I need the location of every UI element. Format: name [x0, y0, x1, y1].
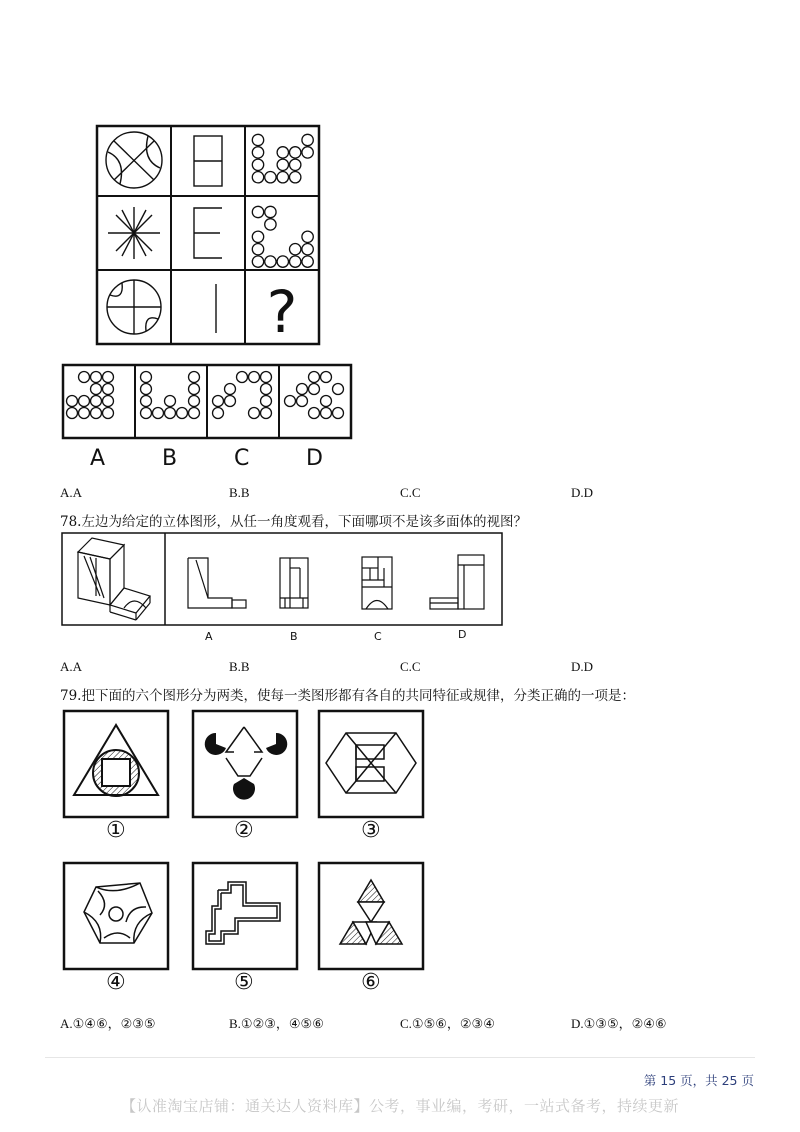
circle-dot — [79, 372, 90, 383]
q78-view-label-b: B — [290, 630, 298, 643]
circle-dot — [91, 408, 102, 419]
q79-figure-label-2: ② — [234, 818, 254, 843]
q77-cell-w2-figure — [252, 206, 313, 267]
circle-dot — [67, 408, 78, 419]
circle-dot — [153, 408, 164, 419]
q77-cell-w-figure — [252, 134, 313, 183]
q79-figure-2 — [205, 727, 287, 800]
circle-dot — [302, 147, 313, 158]
circle-dot — [265, 219, 276, 230]
q79-figure-4 — [84, 883, 152, 943]
circle-dot — [189, 372, 200, 383]
circle-dot — [249, 408, 260, 419]
circle-dot — [302, 256, 313, 267]
circle-dot — [103, 384, 114, 395]
circle-dot — [321, 372, 332, 383]
circle-dot — [252, 256, 263, 267]
circle-dot — [252, 159, 263, 170]
circle-dot — [265, 206, 276, 217]
circle-dot — [321, 396, 332, 407]
circle-dot — [333, 408, 344, 419]
watermark-text: 【认准淘宝店铺：通关达人资料库】公考，事业编，考研，一站式备考，持续更新 — [120, 1097, 679, 1115]
q78-option-d[interactable]: D.D — [571, 659, 594, 674]
circle-dot — [277, 159, 288, 170]
circle-dot — [297, 396, 308, 407]
circle-dot — [189, 408, 200, 419]
q78-view-a — [188, 558, 246, 608]
q79-figure-label-4: ④ — [106, 970, 126, 995]
page-number: 第 15 页，共 25 页 — [643, 1073, 754, 1088]
circle-dot — [309, 372, 320, 383]
question-mark-figure: ? — [266, 278, 298, 346]
q79-figure-label-3: ③ — [361, 818, 381, 843]
q77-label-d: D — [306, 446, 323, 471]
circle-dot — [141, 372, 152, 383]
q77-label-c: C — [234, 446, 250, 471]
circle-dot — [252, 172, 263, 183]
circle-dot — [165, 396, 176, 407]
circle-dot — [79, 408, 90, 419]
q79-figure-label-1: ① — [106, 818, 126, 843]
q79-question: 79.把下面的六个图形分为两类，使每一类图形都有各自的共同特征或规律，分类正确的一项是： — [60, 688, 635, 704]
circle-dot — [261, 372, 272, 383]
q78-option-c[interactable]: C.C — [400, 659, 421, 674]
q79-figure-1 — [74, 725, 158, 796]
circle-dot — [290, 172, 301, 183]
circle-dot — [321, 408, 332, 419]
circle-dot — [141, 408, 152, 419]
quartered-circle-figure — [107, 280, 161, 334]
circle-dot — [252, 134, 263, 145]
q78-view-b — [280, 558, 308, 608]
circle-dot — [141, 396, 152, 407]
circle-dot — [302, 134, 313, 145]
circle-dot — [277, 256, 288, 267]
q78-question: 78.左边为给定的立体图形，从任一角度观看，下面哪项不是该多面体的视图？ — [60, 514, 527, 530]
circle-dot — [237, 372, 248, 383]
q77-option-c-figure — [213, 372, 272, 419]
circle-dot — [252, 244, 263, 255]
q78-view-label-d: D — [458, 628, 467, 641]
circle-dot — [165, 408, 176, 419]
q79-option-c[interactable]: C.①⑤⑥，②③④ — [400, 1016, 495, 1031]
q79-figure-label-5: ⑤ — [234, 970, 254, 995]
divided-rectangle-figure — [194, 136, 222, 186]
circle-dot — [213, 396, 224, 407]
circle-dot — [309, 408, 320, 419]
circle-dot — [91, 372, 102, 383]
q78-view-c — [362, 557, 392, 609]
circle-dot — [249, 372, 260, 383]
q79-option-b[interactable]: B.①②③，④⑤⑥ — [229, 1016, 324, 1031]
q77-option-c[interactable]: C.C — [400, 485, 421, 500]
q78-view-d — [430, 555, 484, 609]
circle-dot — [141, 384, 152, 395]
circle-dot — [177, 408, 188, 419]
circle-dot — [290, 256, 301, 267]
circle-dot — [103, 372, 114, 383]
q79-figure-3 — [326, 733, 416, 793]
q78-view-label-a: A — [205, 630, 213, 643]
circle-dot — [290, 244, 301, 255]
q78-solid-3d — [78, 538, 150, 620]
circle-dot — [309, 384, 320, 395]
circle-dot — [261, 384, 272, 395]
q77-option-d-figure — [285, 372, 344, 419]
q77-option-d[interactable]: D.D — [571, 485, 594, 500]
circle-dot — [302, 231, 313, 242]
circle-dot — [213, 408, 224, 419]
circle-dot — [252, 231, 263, 242]
circle-dot — [285, 396, 296, 407]
q79-figure-5 — [206, 882, 280, 944]
letter-e-figure — [194, 208, 222, 258]
q77-option-a-figure — [67, 372, 114, 419]
asterisk-figure — [108, 207, 160, 259]
circle-dot — [91, 396, 102, 407]
circle-dot — [277, 172, 288, 183]
circle-dot — [333, 384, 344, 395]
q79-figure-label-6: ⑥ — [361, 970, 381, 995]
circle-dot — [67, 396, 78, 407]
circle-dot — [265, 256, 276, 267]
circle-dot — [302, 244, 313, 255]
circle-dot — [91, 384, 102, 395]
circle-dot — [252, 206, 263, 217]
q79-figure-6 — [340, 880, 402, 944]
q78-figure-frame — [62, 533, 502, 625]
circle-dot — [225, 384, 236, 395]
q77-option-a[interactable]: A.A — [60, 485, 83, 500]
q77-label-a: A — [90, 446, 106, 471]
q78-view-label-c: C — [374, 630, 382, 643]
q79-option-d[interactable]: D.①③⑤，②④⑥ — [571, 1016, 667, 1031]
circle-dot — [297, 384, 308, 395]
circle-dot — [290, 147, 301, 158]
circle-dot — [79, 396, 90, 407]
circle-dot — [252, 147, 263, 158]
q77-option-b[interactable]: B.B — [229, 485, 250, 500]
q79-option-a[interactable]: A.①④⑥，②③⑤ — [60, 1016, 156, 1031]
circle-dot — [265, 172, 276, 183]
circle-dot — [225, 396, 236, 407]
basketball-figure — [106, 132, 162, 188]
circle-dot — [261, 396, 272, 407]
circle-dot — [103, 396, 114, 407]
circle-dot — [261, 408, 272, 419]
q77-option-b-figure — [141, 372, 200, 419]
circle-dot — [189, 396, 200, 407]
circle-dot — [189, 384, 200, 395]
q77-label-b: B — [162, 446, 178, 471]
footer-divider — [45, 1057, 755, 1058]
circle-dot — [290, 159, 301, 170]
circle-dot — [103, 408, 114, 419]
q78-option-b[interactable]: B.B — [229, 659, 250, 674]
circle-dot — [277, 147, 288, 158]
q78-option-a[interactable]: A.A — [60, 659, 83, 674]
